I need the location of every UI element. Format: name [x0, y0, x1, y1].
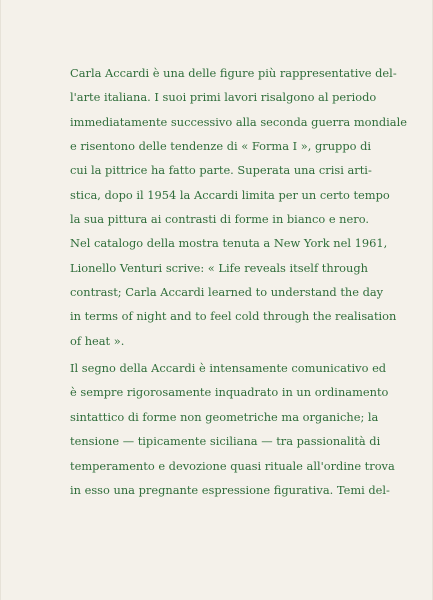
text-line: stica, dopo il 1954 la Accardi limita per un certo tempo	[70, 187, 390, 202]
text-line: e risentono delle tendenze di « Forma I », gruppo di	[70, 139, 372, 154]
text-line: of heat ».	[70, 333, 125, 348]
text-line: Nel catalogo della mostra tenuta a New York nel 1961,	[70, 236, 388, 251]
text-line: Carla Accardi è una delle figure più rappresentative del-	[70, 66, 397, 80]
text-line: è sempre rigorosamente inquadrato in un ordinamento	[70, 385, 389, 400]
paragraph-2	[70, 356, 395, 502]
text-line: in terms of night and to feel cold through the realisation	[70, 309, 397, 324]
text-line: cui la pittrice ha fatto parte. Superata una crisi arti-	[70, 163, 372, 178]
body-text	[70, 61, 407, 502]
text-line: tensione — tipicamente siciliana — tra passionalità di	[70, 434, 381, 449]
text-line: temperamento e devozione quasi rituale all'ordine trova	[70, 458, 395, 473]
text-line: la sua pittura ai contrasti di forme in bianco e nero.	[70, 212, 369, 227]
paragraph-1	[70, 61, 407, 353]
text-line: sintattico di forme non geometriche ma organiche; la	[70, 409, 379, 424]
text-line: Lionello Venturi scrive: « Life reveals itself through	[70, 260, 368, 275]
text-line: l'arte italiana. I suoi primi lavori risalgono al periodo	[70, 90, 377, 105]
text-line: contrast; Carla Accardi learned to understand the day	[70, 285, 384, 300]
text-line: in esso una pregnante espressione figurativa. Temi del-	[70, 482, 390, 497]
text-line: Il segno della Accardi è intensamente comunicativo ed	[70, 361, 387, 376]
text-line: immediatamente successivo alla seconda guerra mondiale	[70, 114, 407, 129]
